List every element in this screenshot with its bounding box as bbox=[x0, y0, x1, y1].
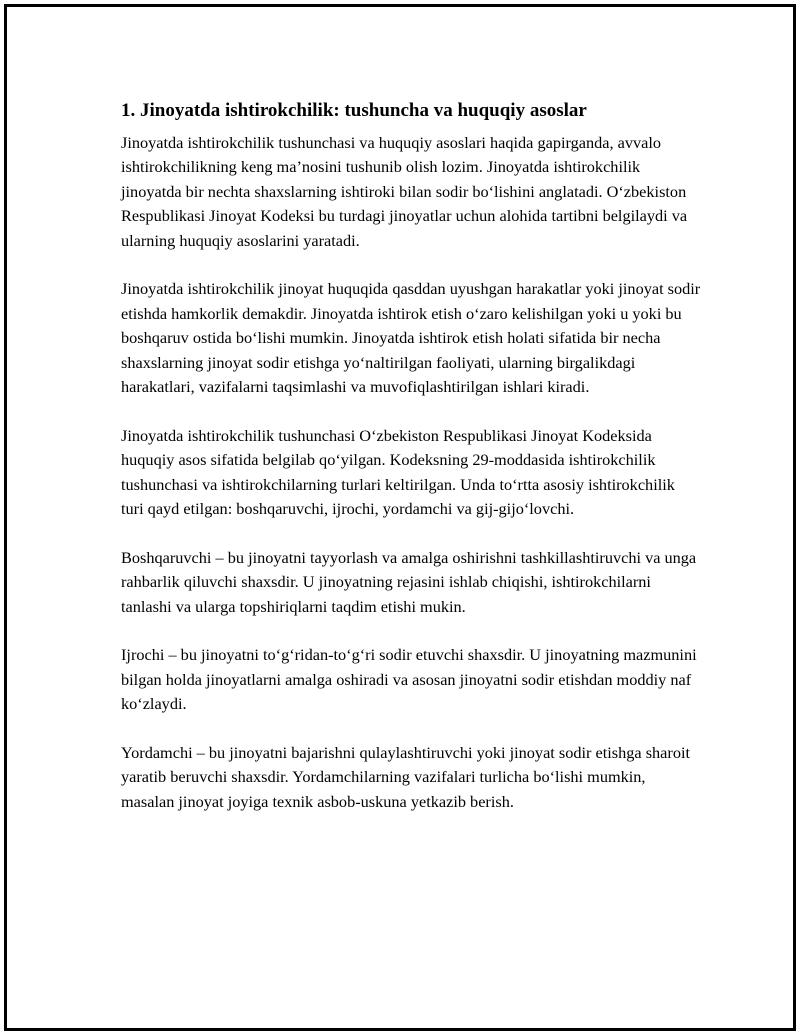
paragraph-definition: Jinoyatda ishtirokchilik jinoyat huquqida qasddan uyushgan harakatlar yoki jinoyat sodir etishda hamkorlik demakdir. Jinoyatda ishtirok etish o‘zaro kelishilgan yoki u yoki bu boshqaruv ostida bo‘lishi mumkin. Jinoyatda ishtirok etish holati sifatida bir necha shaxslarning jinoyat sodir etishga yo‘naltirilgan faoliyati, ularning birgalikdagi harakatlari, vazifalarni taqsimlashi va muvofiqlashtirilgan ishlari kiradi. bbox=[121, 279, 701, 397]
paragraph-accomplice: Yordamchi – bu jinoyatni bajarishni qulaylashtiruvchi yoki jinoyat sodir etishga sharoit yaratib beruvchi shaxsdir. Yordamchilarning vazifalari turlicha bo‘lishi mumkin, masalan jinoyat joyiga texnik asbob-uskuna yetkazib berish. bbox=[121, 743, 691, 811]
paragraph-organizer: Boshqaruvchi – bu jinoyatni tayyorlash va amalga oshirishni tashkillashtiruvchi va unga rahbarlik qiluvchi shaxsdir. U jinoyatning rejasini ishlab chiqishi, ishtirokchilarni tanlashi va ularga topshiriqlarni taqdim etishi mukin. bbox=[121, 547, 697, 616]
document-body bbox=[121, 99, 701, 839]
paragraph-perpetrator: Ijrochi – bu jinoyatni to‘g‘ridan-to‘g‘ri sodir etuvchi shaxsdir. U jinoyatning mazmunini bilgan holda jinoyatlarni amalga oshiradi va asosan jinoyatni sodir etishdan moddiy naf ko‘zlaydi. bbox=[121, 645, 697, 714]
paragraph-intro: Jinoyatda ishtirokchilik tushunchasi va huquqiy asoslari haqida gapirganda, avvalo ishtirokchilikning keng ma’nosini tushunib olish lozim. Jinoyatda ishtirokchilik jinoyatda bir nechta shaxslarning ishtiroki bilan sodir bo‘lishini anglatadi. O‘zbekiston Respublikasi Jinoyat Kodeksi bu turdagi jinoyatlar uchun alohida tartibni belgilaydi va ularning huquqiy asoslarini yaratadi. bbox=[121, 133, 688, 250]
section-heading: 1. Jinoyatda ishtirokchilik: tushuncha va huquqiy asoslar bbox=[121, 100, 587, 121]
paragraph-legal-basis: Jinoyatda ishtirokchilik tushunchasi O‘zbekiston Respublikasi Jinoyat Kodeksida huquqiy asos sifatida belgilab qo‘yilgan. Kodeksning 29-moddasida ishtirokchilik tushunchasi va ishtirokchilarning turlari keltirilgan. Unda to‘rtta asosiy ishtirokchilik turi qayd etilgan: boshqaruvchi, ijrochi, yordamchi va gij-gijo‘lovchi. bbox=[121, 425, 675, 519]
page-frame bbox=[4, 4, 796, 1031]
